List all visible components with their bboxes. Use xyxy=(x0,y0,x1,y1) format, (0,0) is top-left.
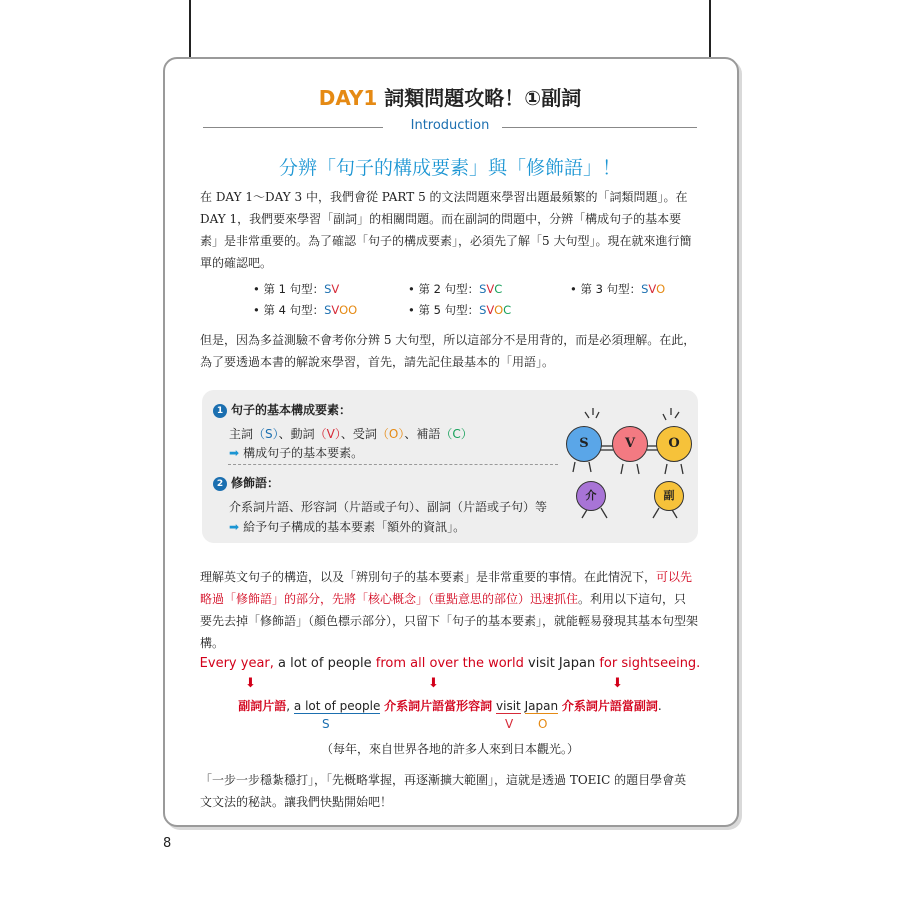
box-divider xyxy=(228,464,558,465)
number-2-icon: 2 xyxy=(213,477,227,491)
arrow-down-icon: ⬇ xyxy=(428,676,439,691)
sentence-type-1: • 第 1 句型：SV xyxy=(253,282,340,296)
divider-line-right xyxy=(502,127,697,128)
section-subtitle: 分辨「句子的構成要素」與「修飾語」！ xyxy=(278,157,621,179)
title-text: 詞類問題攻略！①副詞 xyxy=(384,86,582,110)
circle-s: S xyxy=(566,426,602,462)
modifier-prep-circle: 介 xyxy=(576,481,606,511)
arrow-down-icon: ⬇ xyxy=(612,676,623,691)
sentence-type-2: • 第 2 句型：SVC xyxy=(408,282,503,296)
example-sentence: Every year, a lot of people from all over the world visit Japan for sightseeing. xyxy=(199,656,701,671)
modifier-adv-circle: 副 xyxy=(654,481,684,511)
page-title xyxy=(0,82,900,111)
label-v: V xyxy=(505,717,514,731)
term2-heading: 2 修飾語： xyxy=(213,474,279,491)
number-1-icon: 1 xyxy=(213,404,227,418)
sentence-analysis: 副詞片語, a lot of people 介系詞片語當形容詞 visit Japan 介系詞片語當副詞. xyxy=(238,699,662,713)
term2-description: ➡ 給予句子構成的基本要素「額外的資訊」。 xyxy=(229,520,466,534)
circle-v: V xyxy=(612,426,648,462)
circle-o: O xyxy=(656,426,692,462)
term1-heading: 1 句子的基本構成要素： xyxy=(213,401,351,418)
translation: （每年，來自世界各地的許多人來到日本觀光。） xyxy=(320,742,579,756)
arrow-down-icon: ⬇ xyxy=(245,676,256,691)
terms-paragraph: 但是，因為多益測驗不會考你分辨 5 大句型，所以這部分不是用背的，而是必須理解。在此，為了要透過本書的解說來學習，首先，請先記住最基本的「用語」。 xyxy=(200,333,696,369)
label-s: S xyxy=(322,717,330,731)
structure-paragraph: 理解英文句子的構造，以及「辨別句子的基本要素」是非常重要的事情。在此情況下，可以先略過「修飾語」的部分，先將「核心概念」（重點意思的部位）迅速抓住。利用以下這句，只要先去掉「修飾語」（顏色標示部分），只留下「句子的基本要素」，就能輕易發現其基本句型架構。 xyxy=(200,570,699,650)
closing-paragraph: 「一步一步穩紮穩打」，「先概略掌握，再逐漸擴大範圍」，這就是透過 TOEIC 的題目學會英文文法的秘訣。讓我們快點開始吧！ xyxy=(200,773,687,809)
character-decoration-icon xyxy=(563,400,698,540)
page-number: 8 xyxy=(163,836,172,851)
day-label: DAY1 xyxy=(318,86,378,110)
term1-elements: 主詞（S）、動詞（V）、受詞（O）、補語（C） xyxy=(229,427,473,441)
sentence-type-4: • 第 4 句型：SVOO xyxy=(253,303,358,317)
intro-divider xyxy=(203,118,697,138)
term1-description: ➡ 構成句子的基本要素。 xyxy=(229,446,364,460)
intro-paragraph: 在 DAY 1～DAY 3 中，我們會從 PART 5 的文法問題來學習出題最頻繁的「詞類問題」。在 DAY 1，我們要來學習「副詞」的相關問題。而在副詞的問題中，分辨「構成句子的基本要素」是非常重要的。為了確認「句子的構成要素」，必須先了解「5 大句型」。現在就來進行簡單的確認吧。 xyxy=(200,190,692,270)
intro-label: Introduction xyxy=(410,118,490,133)
sentence-type-5: • 第 5 句型：SVOC xyxy=(408,303,512,317)
arrow-right-icon: ➡ xyxy=(229,520,240,534)
sentence-type-3: • 第 3 句型：SVO xyxy=(570,282,666,296)
arrow-right-icon: ➡ xyxy=(229,446,240,460)
label-o: O xyxy=(538,717,548,731)
term2-text: 介系詞片語、形容詞（片語或子句）、副詞（片語或子句）等 xyxy=(229,500,548,514)
